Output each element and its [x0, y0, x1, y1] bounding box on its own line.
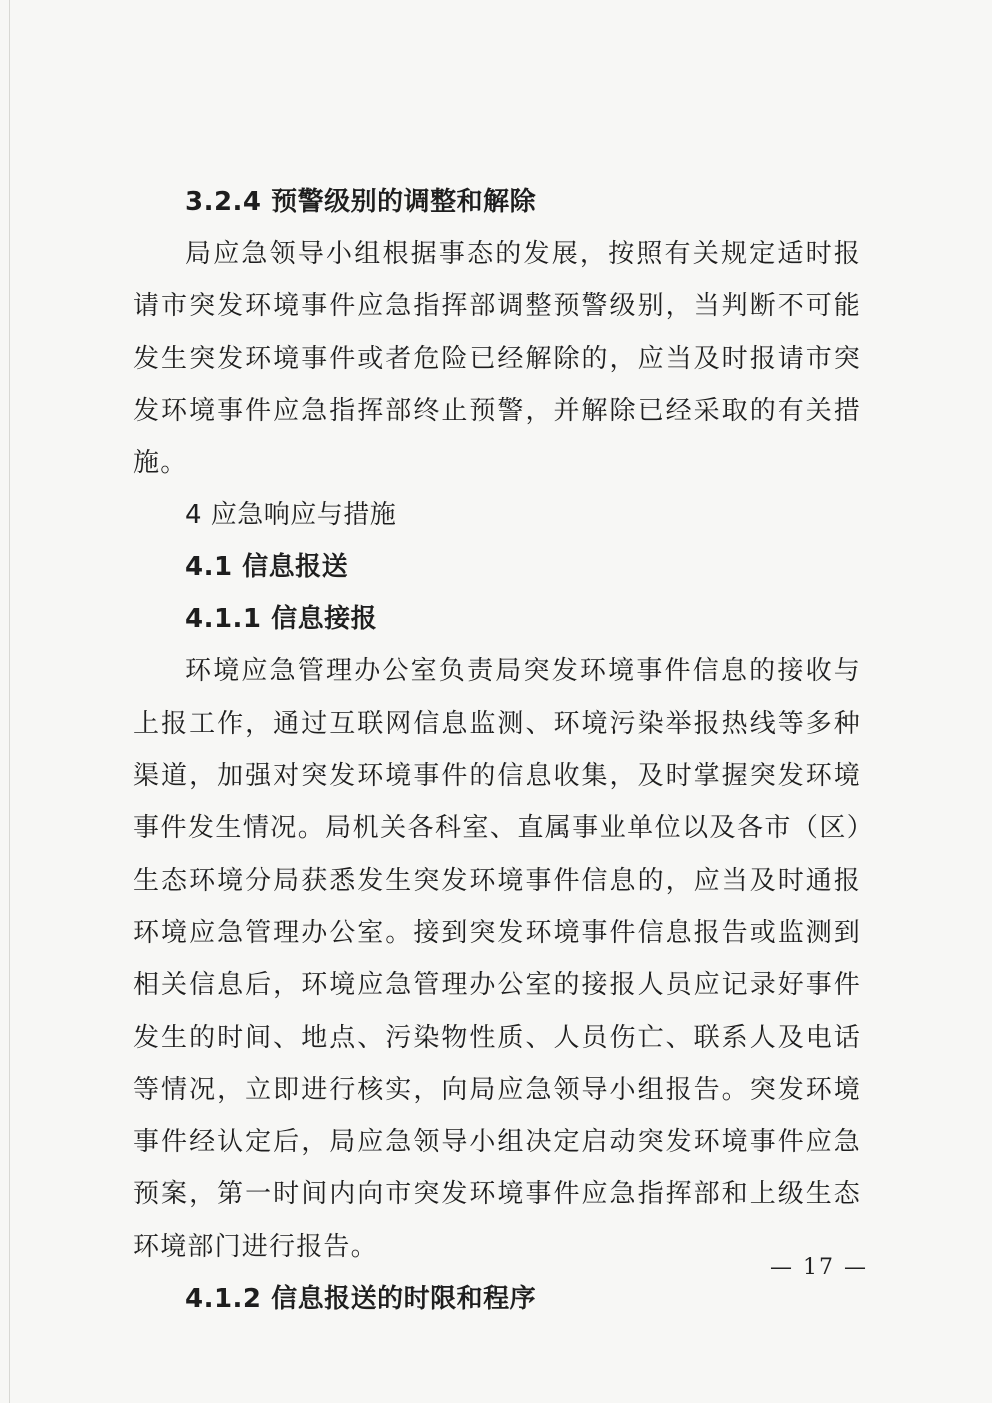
page-number: — 17 — [770, 1255, 868, 1280]
scan-edge-line [9, 0, 10, 1403]
section-3-2-4-heading: 3.2.4 预警级别的调整和解除 [185, 187, 537, 217]
section-3-2-4-body: 局应急领导小组根据事态的发展，按照有关规定适时报请市突发环境事件应急指挥部调整预警级别，当判断不可能发生突发环境事件或者危险已经解除的，应当及时报请市突发环境事件应急指挥部终止预警，并解除已经采取的有关措施。 [133, 239, 861, 479]
page-content [133, 176, 861, 1325]
section-4-1-1-heading: 4.1.1 信息接报 [185, 604, 378, 635]
section-4-1-2-heading: 4.1.2 信息报送的时限和程序 [185, 1284, 537, 1315]
section-4-1-heading: 4.1 信息报送 [185, 552, 349, 583]
section-4-1-1-body: 环境应急管理办公室负责局突发环境事件信息的接收与上报工作，通过互联网信息监测、环境污染举报热线等多种渠道，加强对突发环境事件的信息收集，及时掌握突发环境事件发生情况。局机关各科室、直属事业单位以及各市（区）生态环境分局获悉发生突发环境事件信息的，应当及时通报环境应急管理办公室。接到突发环境事件信息报告或监测到相关信息后，环境应急管理办公室的接报人员应记录好事件发生的时间、地点、污染物性质、人员伤亡、联系人及电话等情况，立即进行核实，向局应急领导小组报告。突发环境事件经认定后，局应急领导小组决定启动突发环境事件应急预案，第一时间内向市突发环境事件应急指挥部和上级生态环境部门进行报告。 [133, 656, 861, 1262]
section-4-heading: 4 应急响应与措施 [185, 500, 397, 531]
